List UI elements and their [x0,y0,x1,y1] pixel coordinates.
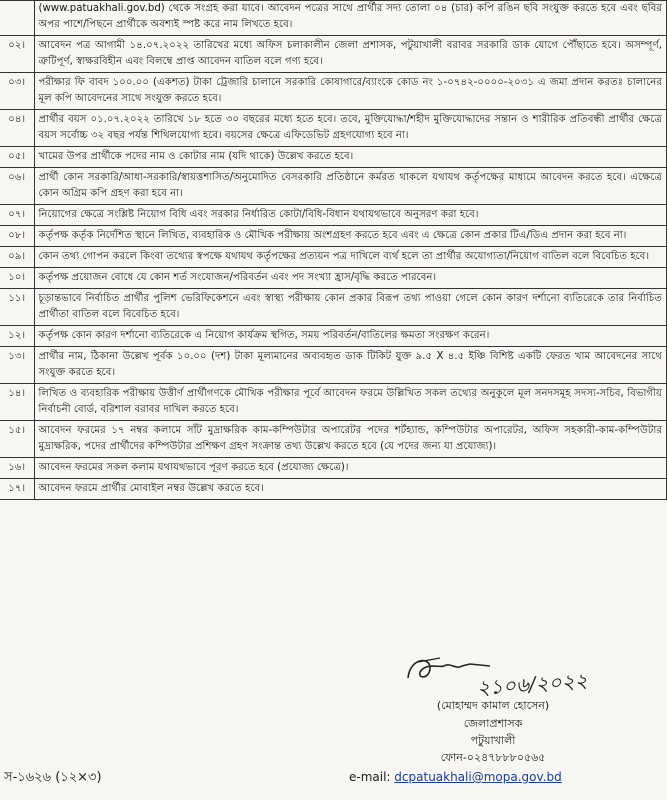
condition-row [0,289,667,326]
condition-text: কর্তৃপক্ষ কোন কারণ দর্শানো ব্যতিরেকে এ নিয়োগ কার্যক্রম স্থগিত, সময় পরিবর্তন/বাতিলের ক্ষমতা সংরক্ষণ করেন। [34,326,667,347]
condition-number: ০৬। [0,168,34,205]
condition-text: কর্তৃপক্ষ কর্তৃক নির্দেশিত স্থানে লিখিত, ব্যবহারিক ও মৌখিক পরীক্ষায় অংশগ্রহণ করতে হবে এবং এ ক্ষেত্রে কোন প্রকার টিএ/ডিএ প্রদান করা হবে না। [34,226,667,247]
email-label: e-mail: [349,770,391,784]
condition-text: আবেদন পত্র আগামী ১৪.০৭.২০২২ তারিখের মধ্যে অফিস চলাকালীন জেলা প্রশাসক, পটুয়াখালী বরাবর সরকারি ডাক যোগে পৌঁছাতে হবে। অসম্পূর্ণ, ত্রুটিপূর্ণ, স্বাক্ষরবিহীন এবং বিলম্বে প্রাপ্ত আবেদন বাতিল বলে গণ্য হবে। [34,36,667,73]
condition-number: ১৬। [0,458,34,479]
condition-row [0,268,667,289]
condition-row [0,384,667,421]
memo-code: স-১৬২৬ (১২×৩) [4,770,102,785]
condition-row [0,421,667,458]
condition-row [0,110,667,147]
condition-number: ১৪। [0,384,34,421]
email-link[interactable]: dcpatuakhali@mopa.gov.bd [394,770,562,784]
condition-text: আবেদন ফরমে প্রার্থীর মোবাইল নম্বর উল্লেখ করতে হবে। [34,479,667,500]
intro-row [0,1,667,36]
condition-number: ১৩। [0,347,34,384]
condition-text: আবেদন ফরমের সকল কলাম যথাযথভাবে পূরণ করতে হবে (প্রযোজ্য ক্ষেত্রে)। [34,458,667,479]
condition-number: ০৯। [0,247,34,268]
condition-text: প্রার্থী কোন সরকারি/আধা-সরকারি/স্বায়ত্তশাসিত/অনুমোদিত বেসরকারি প্রতিষ্ঠানে কর্মরত থাকলে যথাযথ কর্তৃপক্ষের মাধ্যমে আবেদন করতে হবে। এক্ষেত্রে কোন অগ্রিম কপি গ্রহণ করা হবে না। [34,168,667,205]
condition-number: ১৭। [0,479,34,500]
condition-number: ১১। [0,289,34,326]
email-line [349,770,562,784]
condition-text: কর্তৃপক্ষ প্রয়োজন বোধে যে কোন শর্ত সংযোজন/পরিবর্তন এবং পদ সংখ্যা হ্রাস/বৃদ্ধি করতে পারবেন। [34,268,667,289]
condition-text: আবেদন ফরমের ১৭ নম্বর কলামে সাঁট মুদ্রাক্ষরিক কাম-কম্পিউটার অপারেটর পদের শর্টহ্যান্ড, কম্পিউটার অপারেটর, অফিস সহকারী-কাম-কম্পিউটার মুদ্রাক্ষরিক, পদের প্রার্থীদের কম্পিউটার প্রশিক্ষণ গ্রহণ সংক্রান্ত তথ্য উল্লেখ করতে হবে (যে পদের জন্য যা প্রযোজ্য)। [34,421,667,458]
signature-date: ২১০৬/২০২২ [476,668,589,700]
condition-number: ১২। [0,326,34,347]
condition-text: নিয়োগের ক্ষেত্রে সংশ্লিষ্ট নিয়োগ বিধি এবং সরকার নির্ধারিত কোটা/বিধি-বিধান যথাযথভাবে অনুসরণ করা হবে। [34,205,667,226]
condition-number: ০৫। [0,147,34,168]
condition-row [0,36,667,73]
condition-row [0,458,667,479]
condition-row [0,205,667,226]
condition-number: ১৫। [0,421,34,458]
condition-text: প্রার্থীর নাম, ঠিকানা উল্লেখ পূর্বক ১০.০০ (দশ) টাকা মূল্যমানের অব্যবহৃত ডাক টিকিট যুক্ত ৯.৫ X ৪.৫ ইঞ্চি বিশিষ্ট একটি ফেরত খাম আবেদনের সাথে সংযুক্ত করতে হবে। [34,347,667,384]
condition-number: ০৭। [0,205,34,226]
condition-number: ০২। [0,36,34,73]
condition-row [0,479,667,500]
condition-text: প্রার্থীর বয়স ০১.০৭.২০২২ তারিখে ১৮ হতে ৩০ বছরের মধ্যে হতে হবে। তবে, মুক্তিযোদ্ধা/শহীদ মুক্তিযোদ্ধাদের সন্তান ও শারীরিক প্রতিবন্ধী প্রার্থীর ক্ষেত্রে বয়স সর্বোচ্চ ৩২ বছর পর্যন্ত শিথিলযোগ্য হবে। বয়সের ক্ষেত্রে এফিডেভিট গ্রহণযোগ্য হবে না। [34,110,667,147]
condition-row [0,347,667,384]
signatory-district: পটুয়াখালী [470,734,516,747]
intro-text: (www.patuakhali.gov.bd) থেকে সংগ্রহ করা যাবে। আবেদন পত্রের সাথে প্রার্থীর সদ্য তোলা ০৪ (চার) কপি রঙিন ছবি সংযুক্ত করতে হবে এবং ছবির অপর পাশে/পিছনে প্রার্থীকে অবশ্যই স্পষ্ট করে নাম লিখতে হবে। [38,3,662,30]
condition-text: চূড়ান্তভাবে নির্বাচিত প্রার্থীর পুলিশ ভেরিফিকেশনে এবং স্বাস্থ্য পরীক্ষায় কোন প্রকার বিরূপ তথ্য পাওয়া গেলে কোন কারণ দর্শানো ব্যতিরেকে তার নির্বাচিত প্রার্থীতা বাতিল বলে বিবেচিত হবে। [34,289,667,326]
condition-row [0,147,667,168]
condition-text: লিখিত ও ব্যবহারিক পরীক্ষায় উত্তীর্ণ প্রার্থীগণকে মৌখিক পরীক্ষার পূর্বে আবেদন ফরমে উল্লিখিত সকল তথ্যের অনুকূলে মূল সনদসমূহ সদস্য-সচিব, বিভাগীয় নির্বাচনী বোর্ড, বরিশাল বরাবর দাখিল করতে হবে। [34,384,667,421]
condition-number: ০৪। [0,110,34,147]
condition-number: ১০। [0,268,34,289]
condition-number: ০৮। [0,226,34,247]
signatory-phone: ফোন-০২৪৭৮৮৮০৫৬৫ [440,751,546,764]
condition-row [0,168,667,205]
condition-row [0,73,667,110]
signatory-designation: জেলাপ্রশাসক [463,717,523,730]
condition-number: ০৩। [0,73,34,110]
condition-row [0,326,667,347]
condition-row [0,226,667,247]
signatory-name: (মোহাম্মদ কামাল হোসেন) [436,699,550,712]
condition-text: খামের উপর প্রার্থীকে পদের নাম ও কোটার নাম (যদি থাকে) উল্লেখ করতে হবে। [34,147,667,168]
condition-row [0,247,667,268]
condition-text: কোন তথ্য গোপন করলে কিংবা তথ্যের স্বপক্ষে যথাযথ কর্তৃপক্ষের প্রত্যয়ন পত্র দাখিলে ব্যর্থ হলে তা প্রার্থীর অযোগ্যতা/নিয়োগ বাতিল বলে বিবেচিত হবে। [34,247,667,268]
condition-text: পরীক্ষার ফি বাবদ ১০০.০০ (একশত) টাকা ট্রেজারি চালানে সরকারি কোষাগারে/ব্যাংকে কোড নং ১-০৭৪২-০০০০-২০৩১ এ জমা প্রদান করতঃ চালানের মূল কপি আবেদনের সাথে সংযুক্ত করতে হবে। [34,73,667,110]
